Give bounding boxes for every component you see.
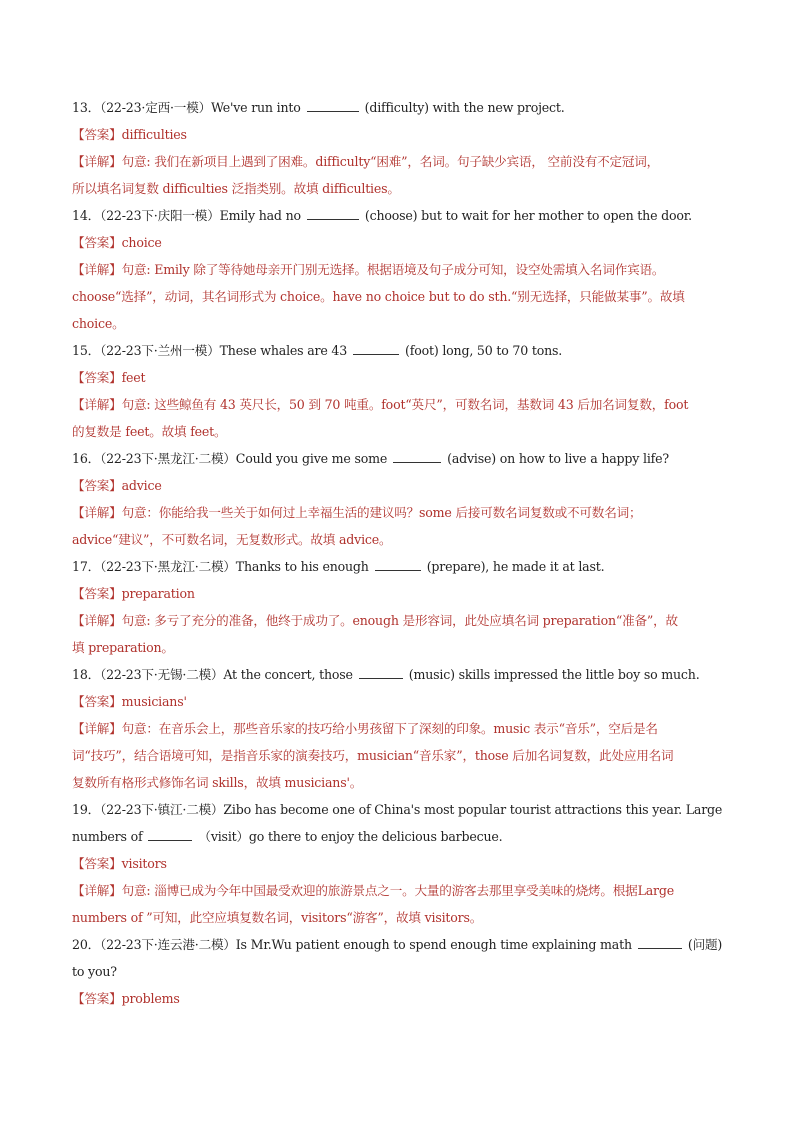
detail-label: 【详解】 [72, 883, 122, 898]
detail-text: 句意: 我们在新项目上遇到了困难。difficulty“困难”，名词。句子缺少宾语， 空前没有不定冠词， [121, 154, 660, 169]
answer-label: 【答案】 [72, 370, 122, 385]
question-19-line2 [72, 823, 724, 850]
answer-20 [72, 985, 724, 1012]
detail-text: 的复数是 feet。故填 feet。 [72, 424, 227, 439]
question-18 [72, 661, 724, 688]
detail-text: 句意: 这些鲸鱼有 43 英尺长，50 到 70 吨重。foot“英尺”，可数名词，基数词 43 后加名词复数，foot [121, 397, 689, 412]
question-16 [72, 445, 724, 472]
answer-value: problems [121, 991, 180, 1006]
detail-text: 句意: Emily 除了等待她母亲开门别无选择。根据语境及句子成分可知，设空处需填入名词作宾语。 [121, 262, 665, 277]
question-text: (prepare), he made it at last. [426, 559, 605, 574]
detail-15-line2 [72, 418, 724, 445]
question-text: 20．（22-23下·连云港·二模）Is Mr.Wu patient enough to spend enough time explaining math [72, 937, 632, 952]
question-text: (问题) [687, 937, 723, 952]
answer-blank [638, 934, 682, 949]
question-text: 18．（22-23下·无锡·二模）At the concert, those [72, 667, 353, 682]
answer-value: feet [121, 370, 146, 385]
detail-13-line1 [72, 148, 724, 175]
answer-label: 【答案】 [72, 478, 122, 493]
question-17 [72, 553, 724, 580]
detail-label: 【详解】 [72, 262, 122, 277]
question-text: 13．（22-23·定西·一模）We've run into [72, 100, 301, 115]
question-text: (foot) long, 50 to 70 tons. [405, 343, 563, 358]
detail-14-line2 [72, 283, 724, 310]
document-page [72, 94, 724, 1012]
answer-label: 【答案】 [72, 694, 122, 709]
question-13 [72, 94, 724, 121]
answer-label: 【答案】 [72, 991, 122, 1006]
detail-text: 复数所有格形式修饰名词 skills，故填 musicians'。 [72, 775, 363, 790]
detail-label: 【详解】 [72, 721, 122, 736]
detail-16-line2 [72, 526, 724, 553]
detail-label: 【详解】 [72, 397, 122, 412]
detail-14-line1 [72, 256, 724, 283]
question-text: 17．（22-23下·黑龙江·二模）Thanks to his enough [72, 559, 369, 574]
answer-17 [72, 580, 724, 607]
answer-blank [393, 448, 441, 463]
answer-18 [72, 688, 724, 715]
detail-19-line2 [72, 904, 724, 931]
question-text: (difficulty) with the new project. [364, 100, 565, 115]
answer-value: visitors [121, 856, 167, 871]
detail-text: 所以填名词复数 difficulties 泛指类别。故填 difficulties。 [72, 181, 400, 196]
answer-blank [307, 97, 359, 112]
question-15 [72, 337, 724, 364]
detail-18-line2 [72, 742, 724, 769]
answer-value: choice [121, 235, 162, 250]
detail-label: 【详解】 [72, 613, 122, 628]
answer-19 [72, 850, 724, 877]
answer-13 [72, 121, 724, 148]
detail-18-line1 [72, 715, 724, 742]
answer-14 [72, 229, 724, 256]
detail-text: 填 preparation。 [72, 640, 174, 655]
answer-blank [359, 664, 403, 679]
detail-label: 【详解】 [72, 154, 122, 169]
detail-15-line1 [72, 391, 724, 418]
detail-19-line1 [72, 877, 724, 904]
answer-value: difficulties [121, 127, 187, 142]
question-14 [72, 202, 724, 229]
detail-text: 句意: 多亏了充分的准备，他终于成功了。enough 是形容词，此处应填名词 preparation“准备”，故 [121, 613, 678, 628]
detail-16-line1 [72, 499, 724, 526]
question-text: 19．（22-23下·镇江·二模）Zibo has become one of China's most popular tourist attractions this year. Large [72, 802, 723, 817]
answer-label: 【答案】 [72, 586, 122, 601]
answer-blank [307, 205, 359, 220]
detail-text: 词“技巧”，结合语境可知，是指音乐家的演奏技巧，musician“音乐家”，those 后加名词复数，此处应用名词 [72, 748, 674, 763]
answer-16 [72, 472, 724, 499]
detail-17-line2 [72, 634, 724, 661]
answer-blank [353, 340, 399, 355]
answer-blank [148, 826, 192, 841]
question-text: (choose) but to wait for her mother to open the door. [364, 208, 692, 223]
detail-text: 句意：你能给我一些关于如何过上幸福生活的建议吗？some 后接可数名词复数或不可数名词； [121, 505, 642, 520]
detail-text: numbers of ”可知，此空应填复数名词，visitors“游客”，故填 visitors。 [72, 910, 483, 925]
answer-blank [375, 556, 421, 571]
question-text: numbers of [72, 829, 143, 844]
answer-label: 【答案】 [72, 235, 122, 250]
question-text: 16．（22-23下·黑龙江·二模）Could you give me some [72, 451, 388, 466]
question-text: (advise) on how to live a happy life? [447, 451, 669, 466]
answer-15 [72, 364, 724, 391]
question-20-line1 [72, 931, 724, 958]
detail-text: advice“建议”，不可数名词，无复数形式。故填 advice。 [72, 532, 392, 547]
answer-value: musicians' [121, 694, 187, 709]
answer-label: 【答案】 [72, 127, 122, 142]
detail-label: 【详解】 [72, 505, 122, 520]
answer-value: preparation [121, 586, 195, 601]
question-text: （visit）go there to enjoy the delicious barbecue. [198, 829, 503, 844]
answer-label: 【答案】 [72, 856, 122, 871]
answer-value: advice [121, 478, 162, 493]
question-text: (music) skills impressed the little boy so much. [408, 667, 700, 682]
detail-text: 句意：在音乐会上，那些音乐家的技巧给小男孩留下了深刻的印象。music 表示“音乐”，空后是名 [121, 721, 658, 736]
detail-17-line1 [72, 607, 724, 634]
detail-text: choice。 [72, 316, 125, 331]
detail-text: 句意: 淄博已成为今年中国最受欢迎的旅游景点之一。大量的游客去那里享受美味的烧烤。根据Large [121, 883, 674, 898]
question-20-line2 [72, 958, 724, 985]
detail-text: choose“选择”，动词，其名词形式为 choice。have no choice but to do sth.“别无选择，只能做某事”。故填 [72, 289, 685, 304]
question-19-line1 [72, 796, 724, 823]
detail-13-line2 [72, 175, 724, 202]
detail-18-line3 [72, 769, 724, 796]
question-text: 15．（22-23下·兰州一模）These whales are 43 [72, 343, 348, 358]
question-text: 14．（22-23下·庆阳一模）Emily had no [72, 208, 301, 223]
question-text: to you? [72, 964, 117, 979]
detail-14-line3 [72, 310, 724, 337]
